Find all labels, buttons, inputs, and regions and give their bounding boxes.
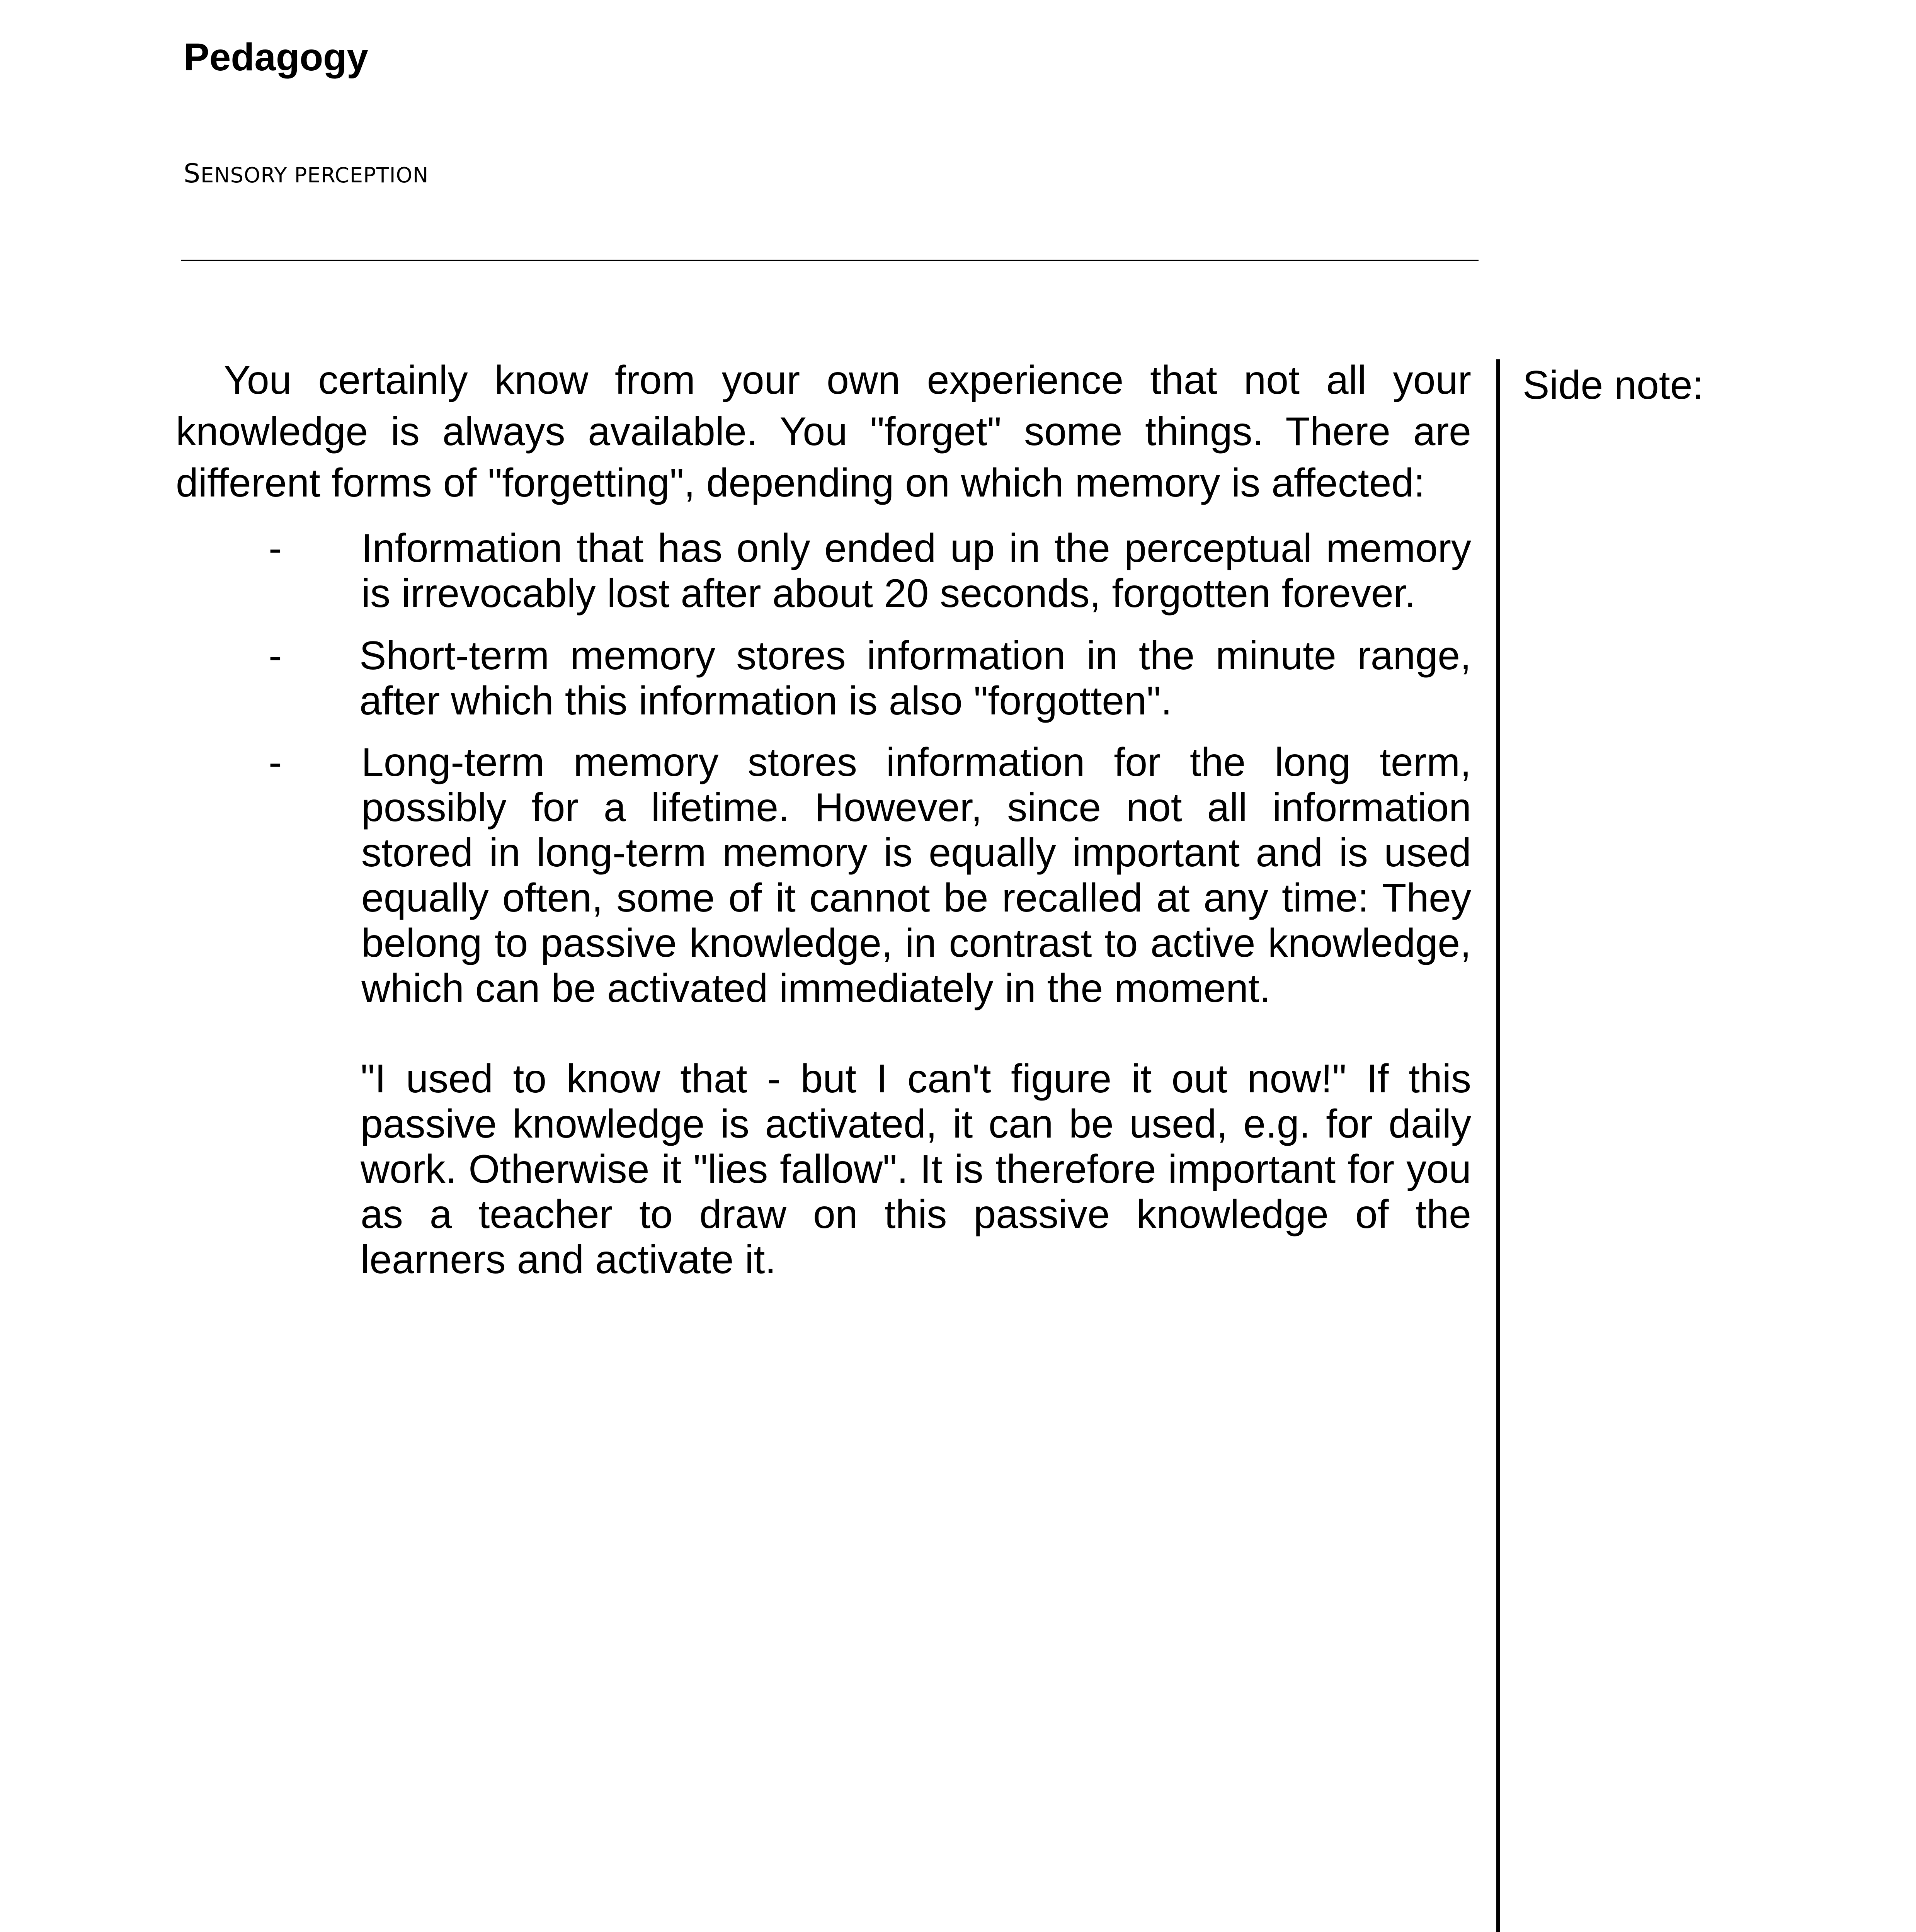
side-note-label: Side note:: [1523, 363, 1704, 408]
list-item-marker: -: [269, 740, 282, 785]
header-divider: [181, 260, 1479, 261]
list-item-text: Long-term memory stores information for the long term, possibly for a lifetime. However, since not all information stored in long-term memory is equally important and is used equally often, some of it cannot be recalled at any time: They belong to passive knowledge, in contrast to active knowledge, which can be activated immediately in the moment.: [361, 740, 1471, 1011]
main-text: [176, 355, 1471, 1282]
list-item: [176, 633, 1471, 724]
side-note-divider: [1496, 359, 1500, 1932]
section-subtitle: [184, 158, 429, 192]
quote-paragraph: "I used to know that - but I can't figure it out now!" If this passive knowledge is activated, it can be used, e.g. for daily work. Otherwise it "lies fallow". It is therefore important for you as a teacher to draw on this passive knowledge of the learners and activate it.: [361, 1056, 1471, 1282]
list-item-marker: -: [269, 633, 282, 678]
list-item: [176, 526, 1471, 616]
list-item-text: Information that has only ended up in the perceptual memory is irrevocably lost after about 20 seconds, forgotten forever.: [361, 526, 1471, 616]
section-subtitle-initial: S: [184, 158, 201, 189]
section-subtitle-rest: ENSORY PERCEPTION: [201, 163, 429, 187]
list-item: [176, 740, 1471, 1011]
intro-paragraph: You certainly know from your own experience that not all your knowledge is always available. You "forget" some things. There are different forms of "forgetting", depending on which memory is affected:: [176, 358, 1471, 505]
list-item-marker: -: [269, 526, 282, 571]
list-item-text: Short-term memory stores information in the minute range, after which this information is also "forgotten".: [359, 633, 1471, 723]
memory-types-list: [176, 526, 1471, 1011]
running-header-title: Pedagogy: [184, 36, 368, 79]
